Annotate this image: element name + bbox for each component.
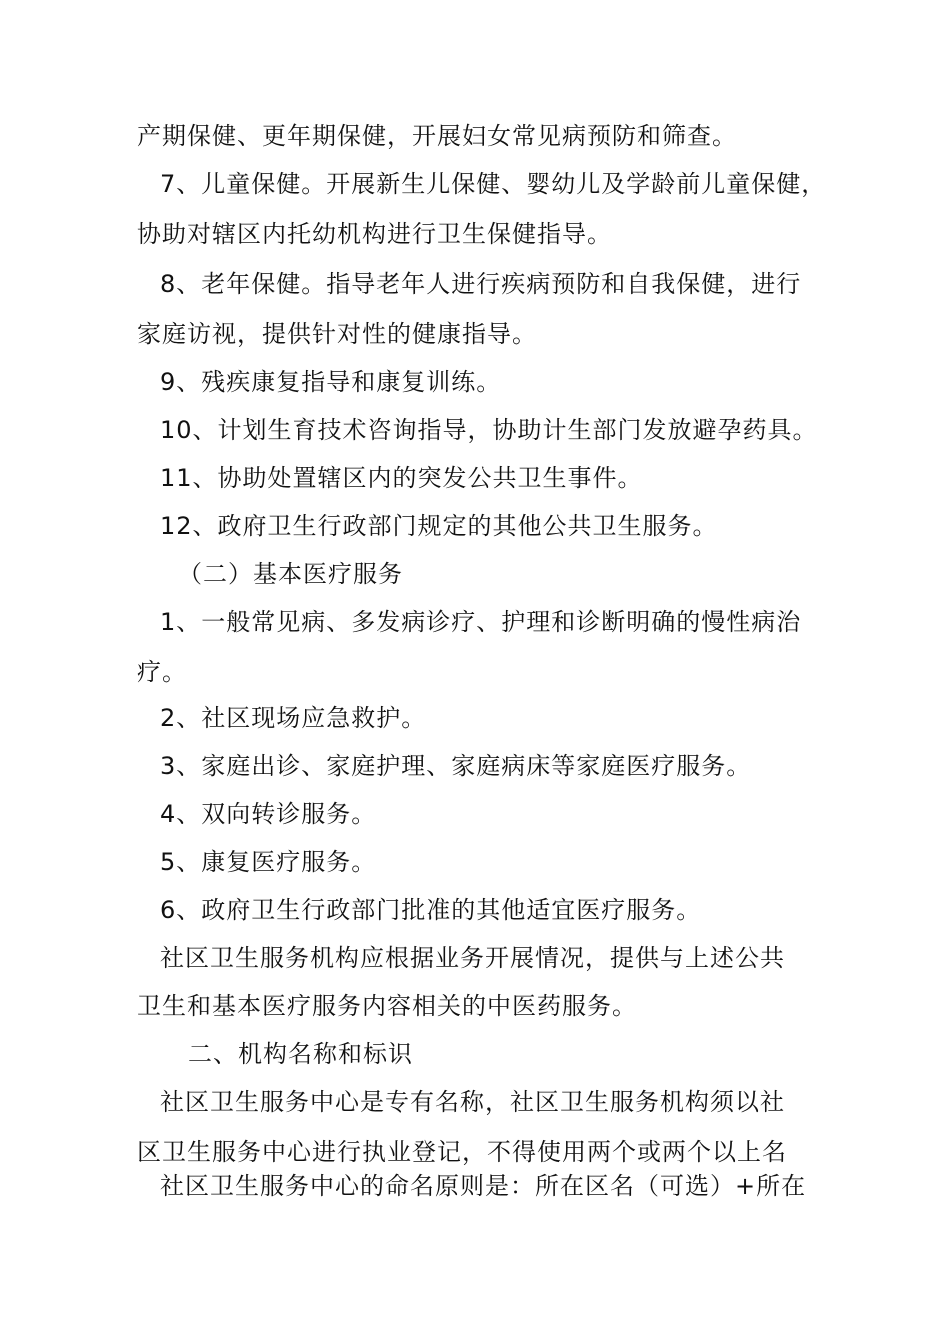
text-line: 区卫生服务中心进行执业登记，不得使用两个或两个以上名 (137, 1138, 787, 1166)
text-line: 5、康复医疗服务。 (160, 848, 377, 876)
text-line: 7、儿童保健。开展新生儿保健、婴幼儿及学龄前儿童保健， (160, 170, 827, 198)
text-line: 1、一般常见病、多发病诊疗、护理和诊断明确的慢性病治 (160, 608, 802, 636)
section-heading: （二）基本医疗服务 (178, 560, 403, 588)
text-line: 3、家庭出诊、家庭护理、家庭病床等家庭医疗服务。 (160, 752, 752, 780)
text-line: 社区卫生服务中心的命名原则是：所在区名（可选）+所在 (160, 1172, 807, 1200)
text-line: 4、双向转诊服务。 (160, 800, 377, 828)
text-line: 8、老年保健。指导老年人进行疾病预防和自我保健，进行 (160, 270, 802, 298)
text-line: 家庭访视，提供针对性的健康指导。 (137, 320, 537, 348)
section-heading: 二、机构名称和标识 (188, 1040, 413, 1068)
text-line: 10、计划生育技术咨询指导，协助计生部门发放避孕药具。 (160, 416, 818, 444)
text-line: 疗。 (137, 658, 187, 686)
text-line: 12、政府卫生行政部门规定的其他公共卫生服务。 (160, 512, 718, 540)
text-line: 2、社区现场应急救护。 (160, 704, 427, 732)
text-line: 9、残疾康复指导和康复训练。 (160, 368, 502, 396)
text-line: 产期保健、更年期保健，开展妇女常见病预防和筛查。 (137, 122, 737, 150)
text-line: 卫生和基本医疗服务内容相关的中医药服务。 (137, 992, 637, 1020)
text-line: 社区卫生服务机构应根据业务开展情况，提供与上述公共 (160, 944, 785, 972)
text-line: 社区卫生服务中心是专有名称，社区卫生服务机构须以社 (160, 1088, 785, 1116)
text-line: 协助对辖区内托幼机构进行卫生保健指导。 (137, 220, 612, 248)
text-line: 11、协助处置辖区内的突发公共卫生事件。 (160, 464, 643, 492)
text-line: 6、政府卫生行政部门批准的其他适宜医疗服务。 (160, 896, 702, 924)
